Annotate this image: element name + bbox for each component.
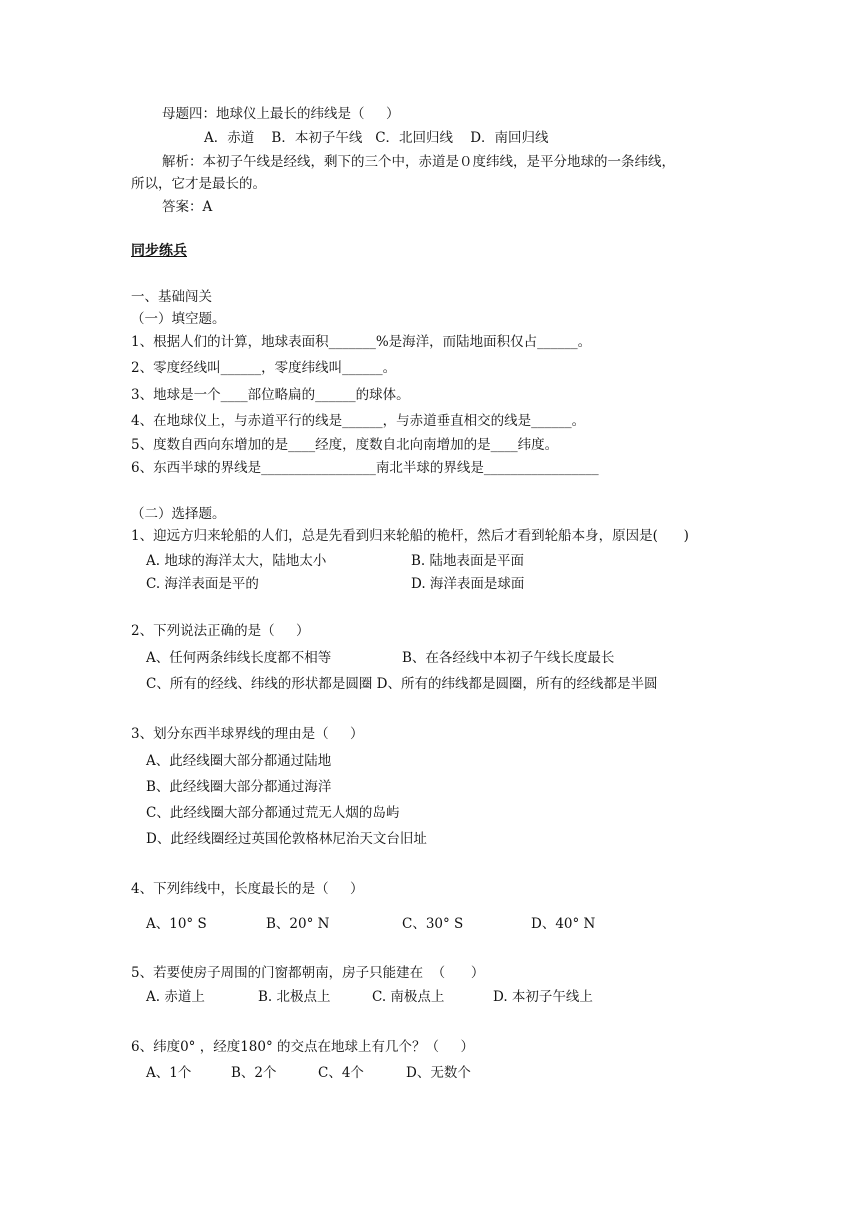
choice-q6-option-d: D、无数个 [406, 1065, 471, 1081]
fill-question-6: 6、东西半球的界线是_________________南北半球的界线是_________________ [131, 460, 599, 476]
section-heading: 同步练兵 [131, 243, 187, 259]
choice-q4-option-d: D、40° N [531, 916, 596, 932]
choice-q6-option-c: C、4个 [318, 1065, 364, 1081]
fill-question-1: 1、根据人们的计算，地球表面积_______%是海洋，而陆地面积仅占______。 [131, 334, 592, 350]
choice-q5-option-b: B. 北极点上 [258, 989, 331, 1005]
example-analysis-line2: 所以，它才是最长的。 [131, 176, 266, 192]
example-analysis-line1: 解析：本初子午线是经线，剩下的三个中，赤道是０度纬线，是平分地球的一条纬线， [162, 154, 675, 170]
fill-question-4: 4、在地球仪上，与赤道平行的线是______，与赤道垂直相交的线是______。 [131, 413, 586, 429]
example-question: 母题四：地球仪上最长的纬线是（ ） [162, 106, 400, 122]
part-one-heading: 一、基础闯关 [131, 289, 212, 305]
choice-q2-stem: 2、下列说法正确的是（ ） [131, 623, 310, 639]
choice-q5-stem: 5、若要使房子周围的门窗都朝南，房子只能建在 （ ） [131, 965, 485, 981]
choice-q1-stem: 1、迎远方归来轮船的人们，总是先看到归来轮船的桅杆，然后才看到轮船本身，原因是( ) [131, 528, 689, 544]
fill-question-2: 2、零度经线叫______，零度纬线叫______。 [131, 360, 397, 376]
choice-q3-option-a: A、此经线圈大部分都通过陆地 [146, 753, 332, 769]
choice-q3-option-b: B、此经线圈大部分都通过海洋 [146, 779, 332, 795]
choice-q3-stem: 3、划分东西半球界线的理由是（ ） [131, 726, 364, 742]
choice-heading: （二）选择题。 [131, 506, 226, 522]
fill-blank-heading: （一）填空题。 [131, 311, 226, 327]
choice-q4-option-a: A、10° S [146, 916, 207, 932]
fill-question-3: 3、地球是一个____部位略扁的______的球体。 [131, 387, 410, 403]
choice-q2-option-b: B、在各经线中本初子午线长度最长 [402, 650, 615, 666]
choice-q1-option-c: C. 海洋表面是平的 [146, 576, 259, 592]
choice-q6-option-a: A、1个 [146, 1065, 192, 1081]
choice-q2-option-a: A、任何两条纬线长度都不相等 [146, 650, 332, 666]
choice-q3-option-d: D、此经线圈经过英国伦敦格林尼治天文台旧址 [146, 831, 427, 847]
choice-q3-option-c: C、此经线圈大部分都通过荒无人烟的岛屿 [146, 805, 400, 821]
choice-q5-option-d: D. 本初子午线上 [493, 989, 593, 1005]
choice-q5-option-a: A. 赤道上 [146, 989, 205, 1005]
example-answer: 答案：A [162, 199, 213, 215]
choice-q4-stem: 4、下列纬线中，长度最长的是（ ） [131, 881, 364, 897]
choice-q4-option-c: C、30° S [402, 916, 464, 932]
choice-q1-option-a: A. 地球的海洋太大，陆地太小 [146, 553, 327, 569]
choice-q6-option-b: B、2个 [231, 1065, 277, 1081]
choice-q6-stem: 6、纬度0° ，经度180° 的交点在地球上有几个？（ ） [131, 1039, 474, 1055]
fill-question-5: 5、度数自西向东增加的是____经度，度数自北向南增加的是____纬度。 [131, 437, 559, 453]
choice-q5-option-c: C. 南极点上 [372, 989, 445, 1005]
choice-q2-options-cd: C、所有的经线、纬线的形状都是圆圈 D、所有的纬线都是圆圈，所有的经线都是半圆 [146, 676, 658, 692]
choice-q1-option-b: B. 陆地表面是平面 [411, 553, 525, 569]
example-options: A．赤道 B．本初子午线 C．北回归线 D．南回归线 [204, 130, 549, 146]
choice-q4-option-b: B、20° N [266, 916, 330, 932]
choice-q1-option-d: D. 海洋表面是球面 [411, 576, 525, 592]
